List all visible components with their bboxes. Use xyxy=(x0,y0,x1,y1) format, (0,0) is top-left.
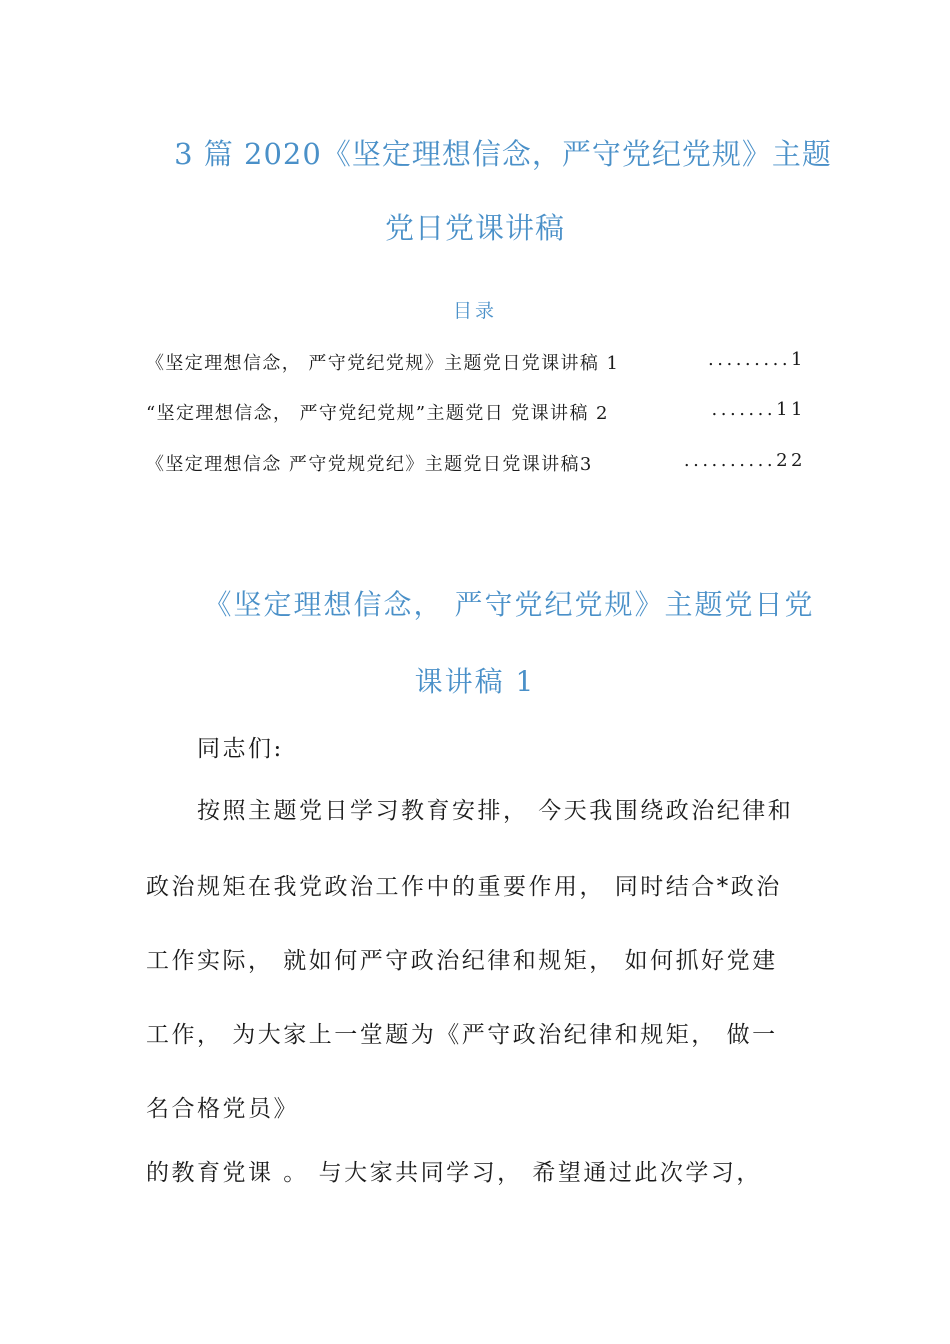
body-salutation: 同志们: xyxy=(197,736,284,762)
toc-entry-page: ..........22 xyxy=(683,450,806,471)
section-title-line-1: 《坚定理想信念， 严守党纪党规》主题党日党 xyxy=(203,588,815,621)
toc-entry-text: 《坚定理想信念， 严守党纪党规》主题党日党课讲稿 1 xyxy=(146,353,620,374)
toc-entry[interactable] xyxy=(146,349,806,377)
section-title-line-2: 课讲稿 1 xyxy=(414,665,536,698)
toc-entry-text: “坚定理想信念， 严守党纪党规”主题党日 党课讲稿 2 xyxy=(146,403,609,424)
body-text-line: 名合格党员》 xyxy=(146,1096,299,1122)
body-text-line: 政治规矩在我党政治工作中的重要作用， 同时结合*政治 xyxy=(146,874,782,900)
body-text-line: 的教育党课 。 与大家共同学习， 希望通过此次学习， xyxy=(146,1160,762,1186)
body-text-line: 工作， 为大家上一堂题为《严守政治纪律和规矩， 做一 xyxy=(146,1022,778,1048)
body-text-line: 工作实际， 就如何严守政治纪律和规矩， 如何抓好党建 xyxy=(146,948,778,974)
toc-entry-page: .........1 xyxy=(708,349,806,370)
body-text-line: 按照主题党日学习教育安排， 今天我围绕政治纪律和 xyxy=(197,798,794,824)
document-title-line-2: 党日党课讲稿 xyxy=(384,211,565,245)
toc-entry[interactable] xyxy=(146,450,806,478)
document-title-line-1: 3 篇 2020《坚定理想信念，严守党纪党规》主题 xyxy=(174,137,832,171)
toc-entry-page: .......11 xyxy=(711,399,806,420)
toc-heading: 目录 xyxy=(452,300,497,322)
toc-entry[interactable] xyxy=(146,399,806,427)
toc-entry-text: 《坚定理想信念 严守党规党纪》主题党日党课讲稿3 xyxy=(146,454,593,475)
